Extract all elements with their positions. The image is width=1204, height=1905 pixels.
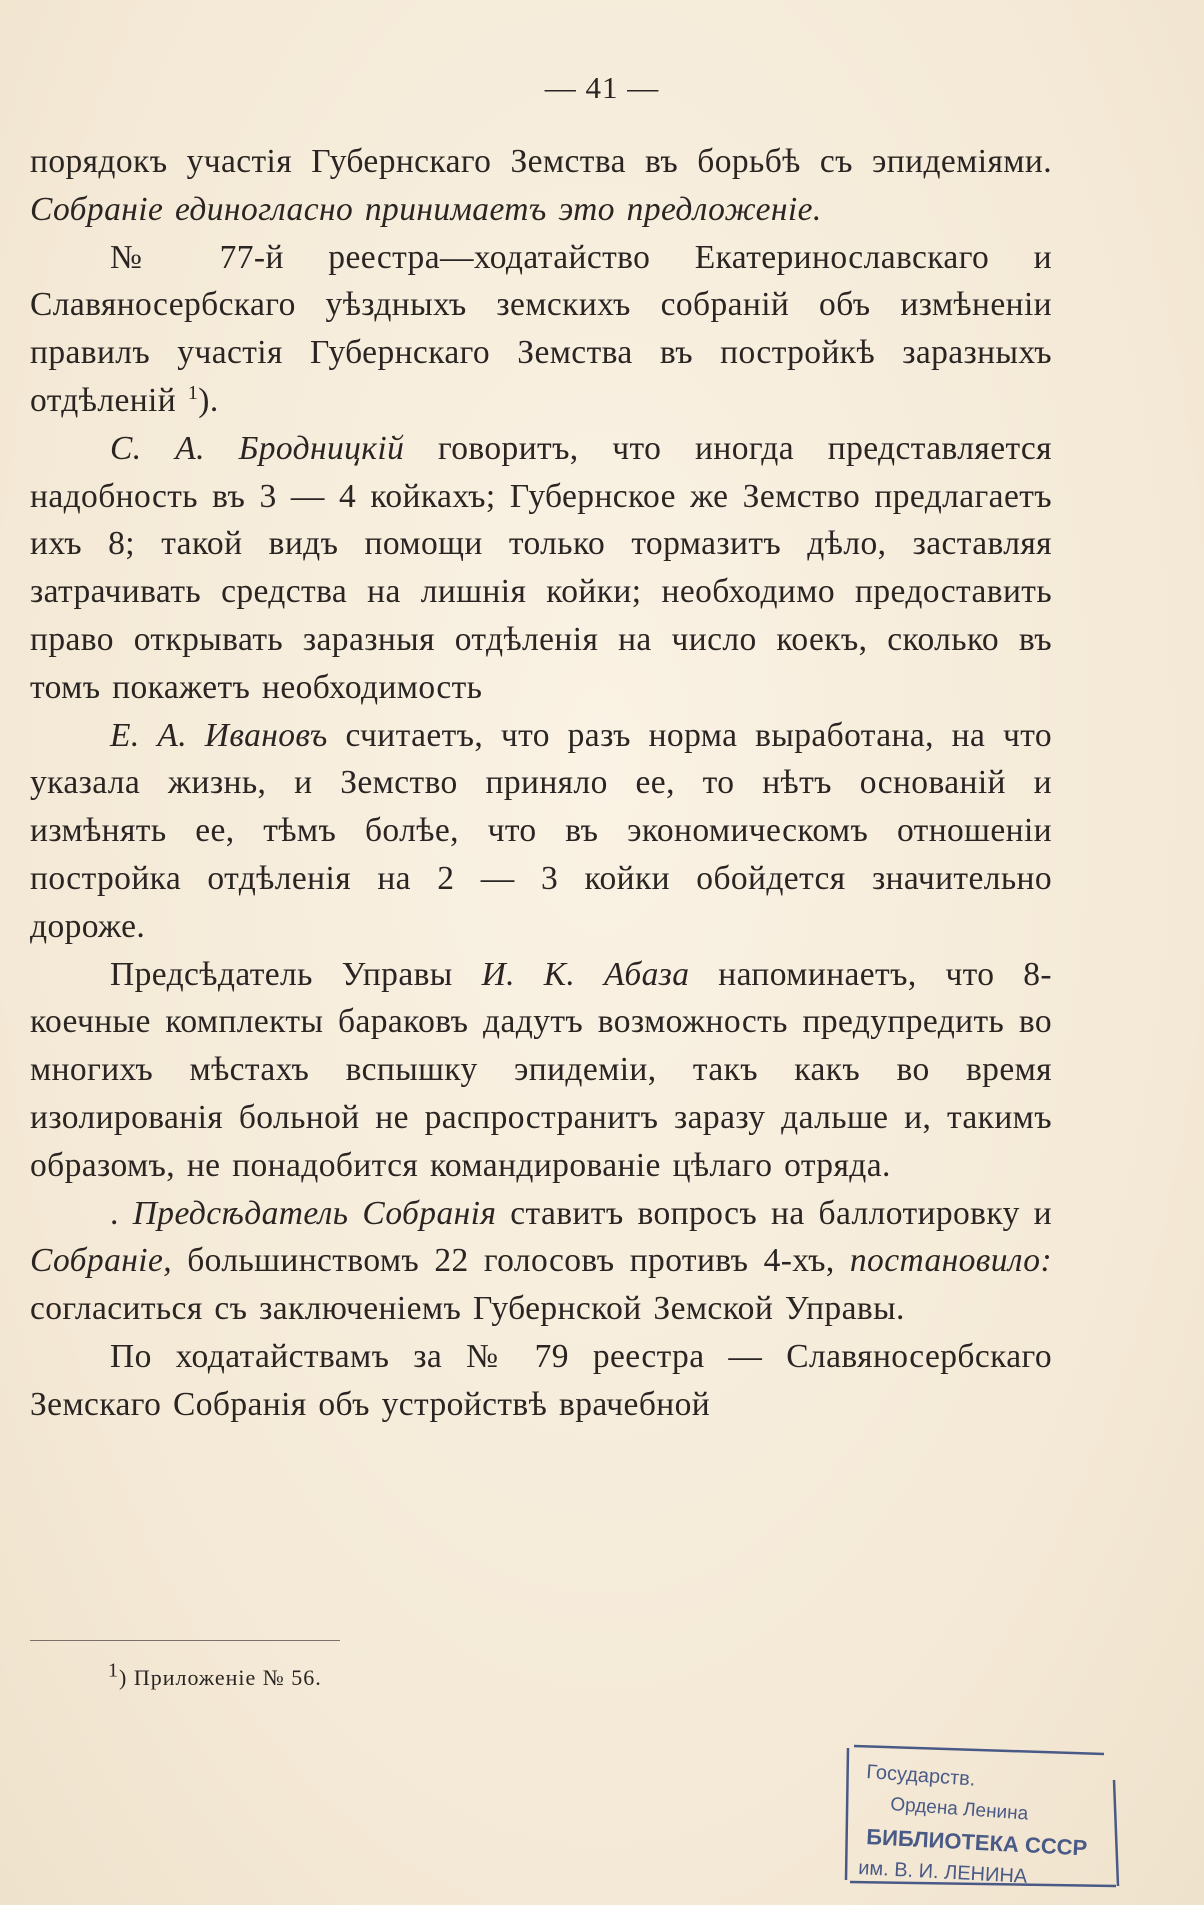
text-segment: порядокъ участія Губернскаго Земства въ борьбѣ съ эпидеміями. <box>30 143 1052 180</box>
text-segment: Предсѣдатель Управы <box>110 955 482 993</box>
text-segment: . <box>110 1194 133 1232</box>
text-segment: говоритъ, что иногда представляется надобность въ 3 — 4 койкахъ; Губернское же Земство предлагаетъ ихъ 8; такой видъ помощи только тормазитъ дѣло, заставляя затрачивать средства на лишнія койки; необходимо предоставить право открывать заразныя отдѣленія на число коекъ, сколько въ томъ покажетъ необходимость <box>30 429 1052 706</box>
text-segment: напоминаетъ, что 8-коечные комплекты бараковъ дадутъ возможность предупредить во многихъ мѣстахъ вспышку эпидеміи, такъ какъ во время изолированія больной не распространитъ заразу дальше и, такимъ образомъ, не понадобится командированіе цѣлаго отряда. <box>30 955 1052 1184</box>
footnote-divider <box>30 1640 340 1641</box>
footnote-marker: 1 <box>108 1659 119 1682</box>
paragraph <box>30 138 1052 234</box>
paragraph <box>30 234 1052 425</box>
text-segment: большинствомъ 22 голосовъ противъ 4-хъ, <box>172 1242 850 1280</box>
library-stamp <box>836 1740 1126 1890</box>
paragraph <box>30 1333 1052 1429</box>
footnote-reference: 1 <box>187 381 199 404</box>
stamp-line-2: Ордена Ленина <box>889 1794 1029 1825</box>
italic-text: И. К. Абаза <box>481 955 690 993</box>
body-text <box>30 138 1052 1429</box>
paragraph <box>30 951 1052 1190</box>
italic-text: Собраніе, <box>30 1242 173 1280</box>
paragraph <box>30 1190 1052 1333</box>
text-segment: ). <box>198 381 219 419</box>
footnote <box>108 1659 322 1691</box>
stamp-line-1: Государств. <box>865 1761 977 1791</box>
italic-text: С. А. Бродницкій <box>110 429 405 467</box>
text-segment: По ходатайствамъ за № 79 реестра — Славяносербскаго Земскаго Собранія объ устройствѣ врачебной <box>30 1337 1052 1423</box>
paragraph <box>30 425 1052 712</box>
text-segment: № 77-й реестра—ходатайство Екатеринославскаго и Славяносербскаго уѣздныхъ земскихъ собраній объ измѣненіи правилъ участія Губернскаго Земства въ постройкѣ заразныхъ отдѣленій <box>30 238 1052 419</box>
italic-text: Предсѣдатель Собранія <box>132 1194 497 1232</box>
text-segment: ставитъ вопросъ на баллотировку и <box>496 1194 1052 1232</box>
italic-text: Е. А. Ивановъ <box>110 716 328 754</box>
text-segment: согласиться съ заключеніемъ Губернской Земской Управы. <box>30 1290 905 1328</box>
paragraph <box>30 712 1052 951</box>
footnote-text: ) Приложеніе № 56. <box>119 1665 322 1690</box>
stamp-line-3: БИБЛИОТЕКА СССР <box>865 1824 1088 1861</box>
page-number: — 41 — <box>544 70 660 105</box>
italic-text: Собраніе единогласно принимаетъ это предложеніе. <box>30 190 822 228</box>
stamp-line-4: им. В. И. ЛЕНИНА <box>857 1857 1028 1888</box>
italic-text: постановило: <box>849 1242 1052 1280</box>
text-segment: считаетъ, что разъ норма выработана, на что указала жизнь, и Земство приняло ее, то нѣтъ основаній и измѣнять ее, тѣмъ болѣе, что въ экономическомъ отношеніи постройка отдѣленія на 2 — 3 койки обойдется значительно дороже. <box>30 716 1052 945</box>
